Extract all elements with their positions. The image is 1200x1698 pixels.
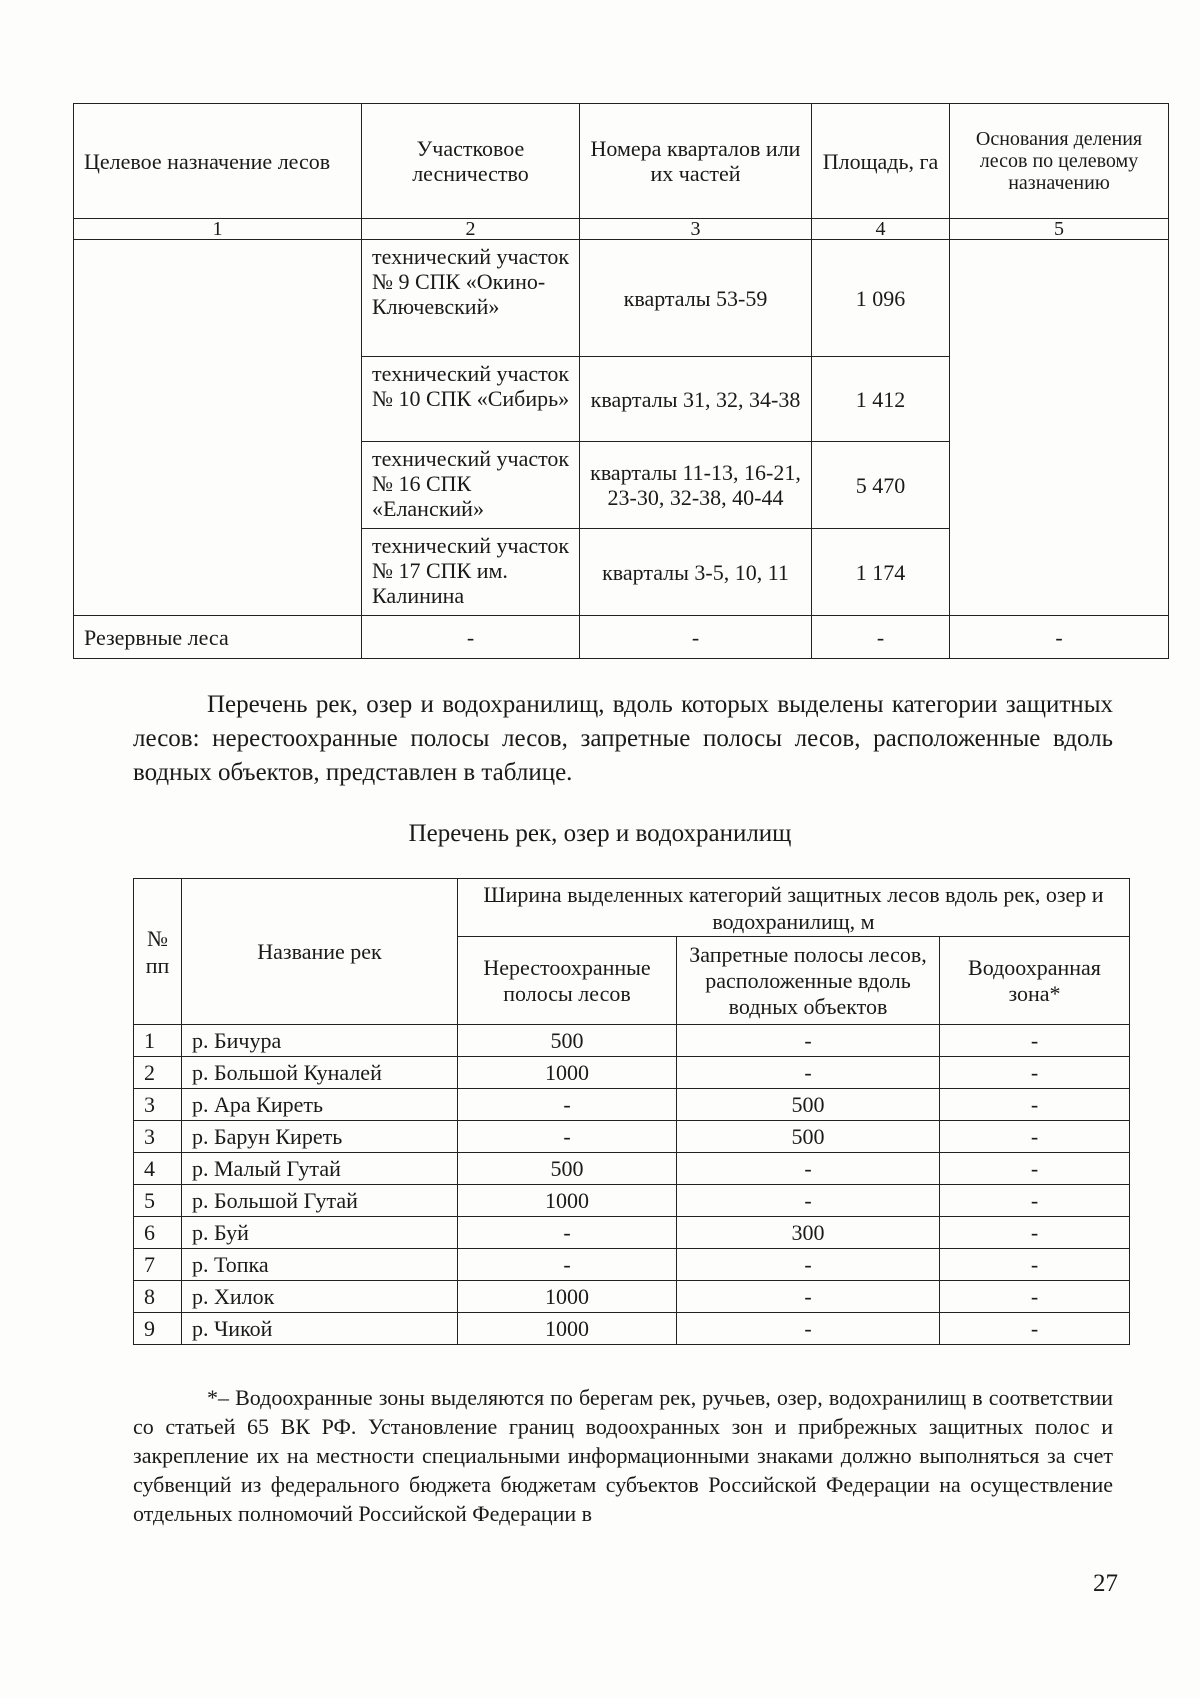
forestry-name: технический участок № 16 СПК «Еланский» (362, 442, 580, 529)
water-zone-width: - (940, 1089, 1130, 1121)
reserve-label: Резервные леса (74, 616, 362, 659)
intro-paragraph: Перечень рек, озер и водохранилищ, вдоль которых выделены категории защитных лесов: нерестоохранные полосы лесов, запретные полосы лесов, расположенные вдоль водных объектов, представлен в таблице. (133, 691, 1113, 786)
row-number: 6 (134, 1217, 182, 1249)
row-number: 7 (134, 1249, 182, 1281)
column-number: 3 (580, 219, 812, 240)
river-name: р. Большой Куналей (182, 1057, 458, 1089)
forbidden-width: - (677, 1025, 940, 1057)
spawning-width: 1000 (458, 1281, 677, 1313)
river-name: р. Топка (182, 1249, 458, 1281)
river-name: р. Чикой (182, 1313, 458, 1345)
area-cell: 5 470 (812, 442, 950, 529)
column-number: 4 (812, 219, 950, 240)
area-cell: 1 096 (812, 240, 950, 357)
spawning-width: - (458, 1089, 677, 1121)
spawning-width: - (458, 1249, 677, 1281)
table-row (134, 1185, 1130, 1217)
header-river-name: Название рек (182, 879, 458, 1025)
footnote: *– Водоохранные зоны выделяются по берегам рек, ручьев, озер, водохранилищ в соответствии со статьей 65 ВК РФ. Установление границ водоохранных зон и прибрежных защитных полос и закрепление их на местности специальными информационными знаками должно выполняться за счет субвенций из федерального бюджета бюджетам субъектов Российской Федерации на осуществление отдельных полномочий Российской Федерации в (133, 1385, 1113, 1526)
reserve-value: - (812, 616, 950, 659)
table-caption: Перечень рек, озер и водохранилищ (408, 820, 792, 847)
row-number: 9 (134, 1313, 182, 1345)
rivers-table (133, 878, 1130, 1345)
row-number: 1 (134, 1025, 182, 1057)
table-header-row (134, 879, 1130, 937)
river-name: р. Бичура (182, 1025, 458, 1057)
water-zone-width: - (940, 1217, 1130, 1249)
spawning-width: 1000 (458, 1185, 677, 1217)
water-zone-width: - (940, 1057, 1130, 1089)
forbidden-width: - (677, 1249, 940, 1281)
river-name: р. Большой Гутай (182, 1185, 458, 1217)
water-zone-width: - (940, 1185, 1130, 1217)
quarters-cell: кварталы 3-5, 10, 11 (580, 529, 812, 616)
quarters-cell: кварталы 11-13, 16-21, 23-30, 32-38, 40-44 (580, 442, 812, 529)
table-row (134, 1089, 1130, 1121)
header-quarters: Номера кварталов или их частей (580, 104, 812, 219)
area-cell: 1 174 (812, 529, 950, 616)
forestry-name: технический участок № 10 СПК «Сибирь» (362, 357, 580, 442)
table-row (134, 1057, 1130, 1089)
river-name: р. Барун Киреть (182, 1121, 458, 1153)
column-number: 2 (362, 219, 580, 240)
empty-basis-cell (950, 240, 1169, 616)
header-num: № пп (134, 879, 182, 1025)
water-zone-width: - (940, 1025, 1130, 1057)
water-zone-width: - (940, 1281, 1130, 1313)
water-zone-width: - (940, 1249, 1130, 1281)
table-row (134, 1153, 1130, 1185)
forestry-name: технический участок № 17 СПК им. Калинина (362, 529, 580, 616)
header-spawning-strips: Нерестоохранные полосы лесов (458, 937, 677, 1025)
row-number: 2 (134, 1057, 182, 1089)
row-number: 3 (134, 1121, 182, 1153)
row-number: 5 (134, 1185, 182, 1217)
table-header-row (74, 104, 1169, 219)
table-row (134, 1217, 1130, 1249)
table-row (134, 1249, 1130, 1281)
river-name: р. Малый Гутай (182, 1153, 458, 1185)
table-row (74, 240, 1169, 357)
forbidden-width: 500 (677, 1121, 940, 1153)
table-row (134, 1313, 1130, 1345)
forest-purpose-table (73, 103, 1169, 659)
column-number-row (74, 219, 1169, 240)
spawning-width: 1000 (458, 1313, 677, 1345)
spawning-width: 500 (458, 1025, 677, 1057)
river-name: р. Буй (182, 1217, 458, 1249)
river-name: р. Ара Киреть (182, 1089, 458, 1121)
column-number: 1 (74, 219, 362, 240)
header-forestry: Участковое лесничество (362, 104, 580, 219)
forbidden-width: - (677, 1313, 940, 1345)
quarters-cell: кварталы 53-59 (580, 240, 812, 357)
reserve-value: - (362, 616, 580, 659)
water-zone-width: - (940, 1313, 1130, 1345)
table-row (134, 1025, 1130, 1057)
area-cell: 1 412 (812, 357, 950, 442)
forbidden-width: 500 (677, 1089, 940, 1121)
table-row (134, 1121, 1130, 1153)
header-area: Площадь, га (812, 104, 950, 219)
spawning-width: - (458, 1217, 677, 1249)
header-purpose: Целевое назначение лесов (74, 104, 362, 219)
column-number: 5 (950, 219, 1169, 240)
forbidden-width: - (677, 1057, 940, 1089)
row-number: 3 (134, 1089, 182, 1121)
header-forbidden-strips: Запретные полосы лесов, расположенные вдоль водных объектов (677, 937, 940, 1025)
forbidden-width: - (677, 1185, 940, 1217)
forestry-name: технический участок № 9 СПК «Окино-Ключевский» (362, 240, 580, 357)
empty-purpose-cell (74, 240, 362, 616)
header-width-group: Ширина выделенных категорий защитных лесов вдоль рек, озер и водохранилищ, м (458, 879, 1130, 937)
quarters-cell: кварталы 31, 32, 34-38 (580, 357, 812, 442)
reserve-value: - (580, 616, 812, 659)
reserve-value: - (950, 616, 1169, 659)
forbidden-width: - (677, 1281, 940, 1313)
row-number: 8 (134, 1281, 182, 1313)
table-row (134, 1281, 1130, 1313)
water-zone-width: - (940, 1153, 1130, 1185)
page-number: 27 (1093, 1570, 1118, 1597)
spawning-width: 500 (458, 1153, 677, 1185)
row-number: 4 (134, 1153, 182, 1185)
river-name: р. Хилок (182, 1281, 458, 1313)
header-basis: Основания деления лесов по целевому назначению (950, 104, 1169, 219)
spawning-width: 1000 (458, 1057, 677, 1089)
header-water-zone: Водоохранная зона* (940, 937, 1130, 1025)
forbidden-width: - (677, 1153, 940, 1185)
water-zone-width: - (940, 1121, 1130, 1153)
reserve-row (74, 616, 1169, 659)
spawning-width: - (458, 1121, 677, 1153)
forbidden-width: 300 (677, 1217, 940, 1249)
